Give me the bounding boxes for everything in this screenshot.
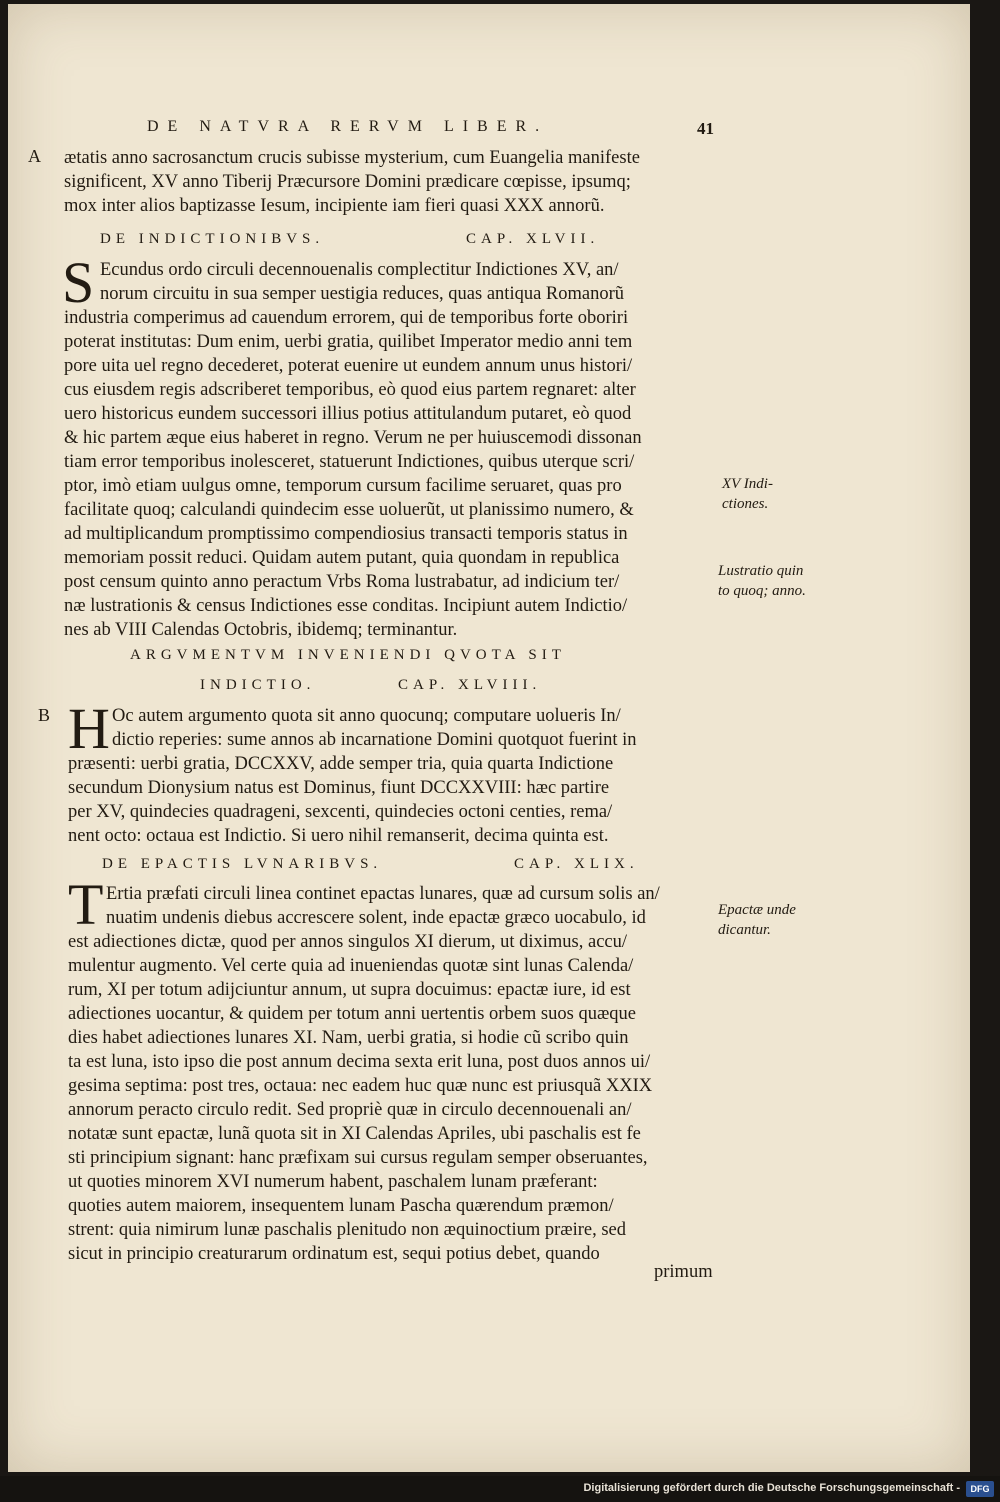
text-line: dictio reperies: sume annos ab incarnatione Domini quotquot fuerint in bbox=[112, 730, 637, 750]
text-line: facilitate quoq; calculandi quindecim esse uoluerũt, ut planissimo numero, & bbox=[64, 500, 634, 520]
text-line: tiam error temporibus inolesceret, statuerunt Indictiones, quibus uterque scri/ bbox=[64, 452, 635, 472]
marginal-note: ctiones. bbox=[722, 496, 769, 512]
text-line: ptor, imò etiam uulgus omne, temporum cursum facilime seruaret, quas pro bbox=[64, 476, 622, 496]
text-line: secundum Dionysium natus est Dominus, fiunt DCCXXVIII: hæc partire bbox=[68, 778, 610, 798]
text-line: sicut in principio creaturarum ordinatum est, sequi potius debet, quando bbox=[68, 1244, 600, 1264]
marginal-note: Lustratio quin bbox=[718, 563, 804, 579]
dropcap-t: T bbox=[68, 872, 104, 937]
text-line: industria comperimus ad cauendum errorem, qui de temporibus forte oboriri bbox=[64, 308, 629, 328]
chapter-48-title-2: INDICTIO. bbox=[200, 677, 316, 693]
text-line: post censum quinto anno peractum Vrbs Roma lustrabatur, ad indicium ter/ bbox=[64, 572, 620, 592]
chapter-47-cap: CAP. XLVII. bbox=[466, 231, 600, 247]
text-line: est adiectiones dictæ, quod per annos singulos XI dierum, ut diximus, accu/ bbox=[68, 932, 628, 952]
text-line: mulentur augmento. Vel certe quia ad inueniendas quotæ sint lunas Calenda/ bbox=[68, 956, 634, 976]
text-line: præsenti: uerbi gratia, DCCXXV, adde semper tria, quia quarta Indictione bbox=[68, 754, 614, 774]
text-line: strent: quia nimirum lunæ paschalis plenitudo non æquinoctium præire, sed bbox=[68, 1220, 627, 1240]
chapter-49-cap: CAP. XLIX. bbox=[514, 856, 639, 872]
catchword: primum bbox=[654, 1262, 713, 1282]
text-line: sti principium signant: hanc præfixam sui cursus regulam semper obseruantes, bbox=[68, 1148, 648, 1168]
chapter-47-title: DE INDICTIONIBVS. bbox=[100, 231, 325, 247]
section-marker-b: B bbox=[38, 705, 51, 725]
text-line: poterat institutas: Dum enim, uerbi gratia, quilibet Imperator medio anni tem bbox=[64, 332, 633, 352]
text-line: uero historicus eundem successori illius potius attitulandum putaret, eò quod bbox=[64, 404, 632, 424]
chapter-49-title: DE EPACTIS LVNARIBVS. bbox=[102, 856, 383, 872]
text-line: norum circuitu in sua semper uestigia reduces, quas antiqua Romanorũ bbox=[100, 284, 625, 304]
marginal-note: Epactæ unde bbox=[718, 902, 796, 918]
marginal-note: XV Indi- bbox=[722, 476, 773, 492]
text-line: quoties autem maiorem, insequentem lunam Pascha quærendum præmon/ bbox=[68, 1196, 614, 1216]
text-line: ut quoties minorem XVI numerum habent, paschalem lunam præferant: bbox=[68, 1172, 598, 1192]
marginal-note: to quoq; anno. bbox=[718, 583, 806, 599]
text-line: nent octo: octaua est Indictio. Si uero nihil remanserit, decima quinta est. bbox=[68, 826, 609, 846]
intro-line: significent, XV anno Tiberij Præcursore Domini prædicare cœpisse, ipsumq; bbox=[64, 172, 631, 192]
text-line: pore uita uel regno decederet, poterat euenire ut eundem annum unus histori/ bbox=[64, 356, 633, 376]
folio-number: 41 bbox=[697, 119, 714, 138]
text-line: ta est luna, isto ipso die post annum decima sexta erit luna, post duos annos ui/ bbox=[68, 1052, 651, 1072]
text-line: næ lustrationis & census Indictiones esse conditas. Incipiunt autem Indictio/ bbox=[64, 596, 628, 616]
text-line: & hic partem æque eius haberet in regno. Verum ne per huiuscemodi dissonan bbox=[64, 428, 642, 448]
dropcap-s: S bbox=[62, 250, 95, 315]
marginal-note: dicantur. bbox=[718, 922, 771, 938]
dfg-logo: DFG bbox=[966, 1481, 994, 1497]
text-line: gesima septima: post tres, octaua: nec eadem huc quæ nunc est priusquã XXIX bbox=[68, 1076, 653, 1096]
intro-line: mox inter alios baptizasse Iesum, incipiente iam fieri quasi XXX annorũ. bbox=[64, 196, 605, 216]
section-marker-a: A bbox=[28, 146, 41, 166]
text-line: adiectiones uocantur, & quidem per totum anni uertentis orbem suos quæque bbox=[68, 1004, 637, 1024]
dropcap-h: H bbox=[68, 696, 110, 761]
text-line: annorum peracto circulo redit. Sed propriè quæ in circulo decennouenali an/ bbox=[68, 1100, 632, 1120]
text-line: rum, XI per totum adijciuntur annum, ut supra docuimus: epactæ iure, id est bbox=[68, 980, 631, 1000]
text-line: Ecundus ordo circuli decennouenalis complectitur Indictiones XV, an/ bbox=[100, 260, 619, 280]
running-head: DE NATVRA RERVM LIBER. bbox=[147, 118, 549, 135]
text-line: Oc autem argumento quota sit anno quocunq; computare uolueris In/ bbox=[112, 706, 621, 726]
text-line: ad multiplicandum promptissimo compendiosius transacti temporis status in bbox=[64, 524, 628, 544]
text-line: notatæ sunt epactæ, lunã quota sit in XI Calendas Apriles, ubi paschalis est fe bbox=[68, 1124, 641, 1144]
funding-credit: Digitalisierung gefördert durch die Deutsche Forschungsgemeinschaft - bbox=[583, 1482, 960, 1494]
text-line: Ertia præfati circuli linea continet epactas lunares, quæ ad cursum solis an/ bbox=[106, 884, 660, 904]
text-line: cus eiusdem regis adscriberet temporibus, eò quod eius partem regnaret: alter bbox=[64, 380, 636, 400]
text-line: nes ab VIII Calendas Octobris, ibidemq; terminantur. bbox=[64, 620, 458, 640]
intro-line: ætatis anno sacrosanctum crucis subisse mysterium, cum Euangelia manifeste bbox=[64, 148, 640, 168]
text-line: memoriam possit reduci. Quidam autem putant, quia quondam in republica bbox=[64, 548, 620, 568]
text-line: dies habet adiectiones lunares XI. Nam, uerbi gratia, si hodie cũ scribo quin bbox=[68, 1028, 629, 1048]
chapter-48-title: ARGVMENTVM INVENIENDI QVOTA SIT bbox=[130, 647, 566, 663]
text-line: per XV, quindecies quadrageni, sexcenti, quindecies octoni centies, rema/ bbox=[68, 802, 613, 822]
text-line: nuatim undenis diebus accrescere solent, inde epactæ græco uocabulo, id bbox=[106, 908, 646, 928]
chapter-48-cap: CAP. XLVIII. bbox=[398, 677, 542, 693]
